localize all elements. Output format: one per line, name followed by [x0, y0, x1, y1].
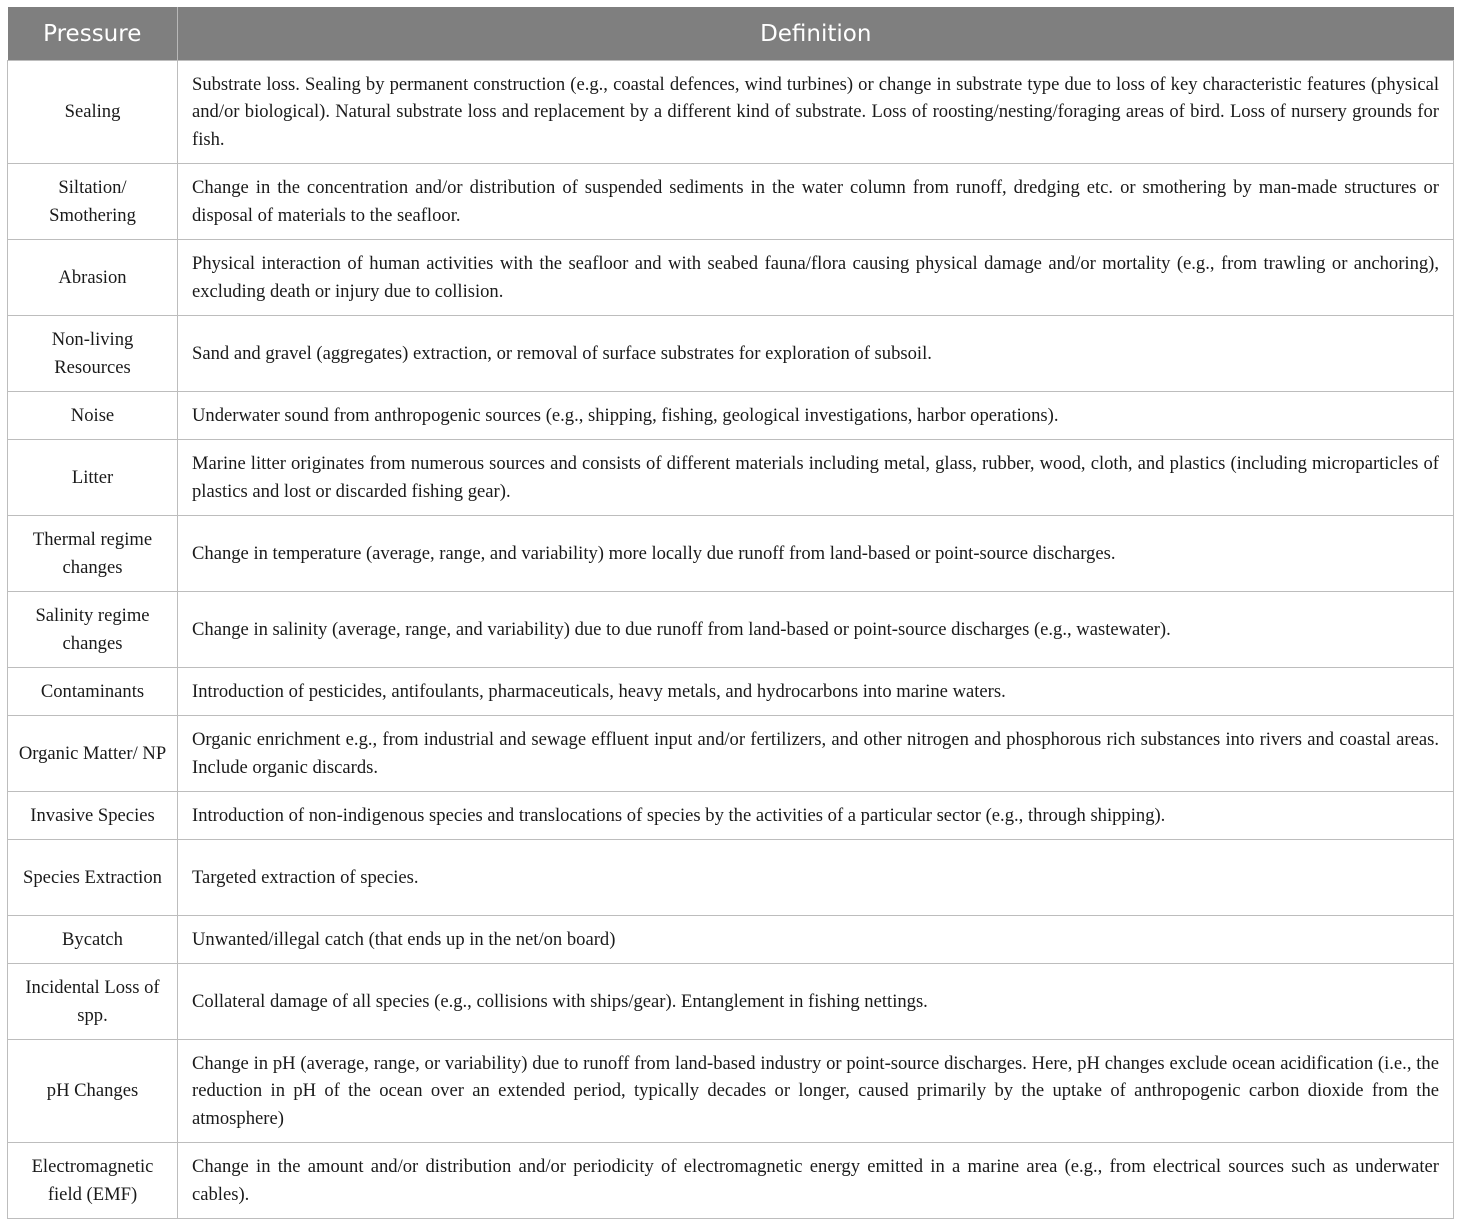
- definition-cell: Underwater sound from anthropogenic sources (e.g., shipping, fishing, geological investigations, harbor operations).: [178, 392, 1454, 440]
- table-row: [8, 592, 1454, 668]
- table-row: [8, 668, 1454, 716]
- definition-cell: Introduction of non-indigenous species and translocations of species by the activities of a particular sector (e.g., through shipping).: [178, 792, 1454, 840]
- pressure-cell: Siltation/ Smothering: [8, 164, 178, 240]
- definition-cell: Targeted extraction of species.: [178, 840, 1454, 916]
- pressure-cell: Incidental Loss of spp.: [8, 964, 178, 1040]
- pressure-cell: pH Changes: [8, 1040, 178, 1143]
- pressure-cell: Sealing: [8, 61, 178, 164]
- definition-cell: Change in temperature (average, range, and variability) more locally due runoff from land-based or point-source discharges.: [178, 516, 1454, 592]
- table-row: [8, 916, 1454, 964]
- definition-cell: Organic enrichment e.g., from industrial and sewage effluent input and/or fertilizers, and other nitrogen and phosphorous rich substances into rivers and coastal areas. Include organic discards.: [178, 716, 1454, 792]
- pressure-definitions-table-container: [7, 7, 1453, 1219]
- table-row: [8, 964, 1454, 1040]
- table-row: [8, 240, 1454, 316]
- header-pressure: Pressure: [8, 7, 178, 61]
- definition-cell: Change in salinity (average, range, and variability) due to due runoff from land-based or point-source discharges (e.g., wastewater).: [178, 592, 1454, 668]
- pressure-cell: Non-living Resources: [8, 316, 178, 392]
- pressure-cell: Contaminants: [8, 668, 178, 716]
- definition-cell: Marine litter originates from numerous sources and consists of different materials including metal, glass, rubber, wood, cloth, and plastics (including microparticles of plastics and lost or discarded fishing gear).: [178, 440, 1454, 516]
- pressure-cell: Noise: [8, 392, 178, 440]
- pressure-definitions-table: [7, 7, 1454, 1219]
- definition-cell: Change in the concentration and/or distribution of suspended sediments in the water column from runoff, dredging etc. or smothering by man-made structures or disposal of materials to the seafloor.: [178, 164, 1454, 240]
- definition-cell: Physical interaction of human activities with the seafloor and with seabed fauna/flora causing physical damage and/or mortality (e.g., from trawling or anchoring), excluding death or injury due to collision.: [178, 240, 1454, 316]
- table-row: [8, 392, 1454, 440]
- definition-cell: Unwanted/illegal catch (that ends up in the net/on board): [178, 916, 1454, 964]
- definition-cell: Collateral damage of all species (e.g., collisions with ships/gear). Entanglement in fishing nettings.: [178, 964, 1454, 1040]
- table-header: [8, 7, 1454, 61]
- definition-cell: Substrate loss. Sealing by permanent construction (e.g., coastal defences, wind turbines) or change in substrate type due to loss of key characteristic features (physical and/or biological). Natural substrate loss and replacement by a different kind of substrate. Loss of roosting/nesting/foraging areas of bird. Loss of nursery grounds for fish.: [178, 61, 1454, 164]
- table-row: [8, 516, 1454, 592]
- pressure-cell: Abrasion: [8, 240, 178, 316]
- table-row: [8, 716, 1454, 792]
- pressure-cell: Invasive Species: [8, 792, 178, 840]
- table-row: [8, 1143, 1454, 1219]
- definition-cell: Introduction of pesticides, antifoulants, pharmaceuticals, heavy metals, and hydrocarbons into marine waters.: [178, 668, 1454, 716]
- definition-cell: Change in pH (average, range, or variability) due to runoff from land-based industry or point-source discharges. Here, pH changes exclude ocean acidification (i.e., the reduction in pH of the ocean over an extended period, typically decades or longer, caused primarily by the uptake of anthropogenic carbon dioxide from the atmosphere): [178, 1040, 1454, 1143]
- pressure-cell: Organic Matter/ NP: [8, 716, 178, 792]
- pressure-cell: Species Extraction: [8, 840, 178, 916]
- table-row: [8, 792, 1454, 840]
- pressure-cell: Bycatch: [8, 916, 178, 964]
- pressure-cell: Litter: [8, 440, 178, 516]
- table-row: [8, 840, 1454, 916]
- definition-cell: Sand and gravel (aggregates) extraction, or removal of surface substrates for exploration of subsoil.: [178, 316, 1454, 392]
- pressure-cell: Salinity regime changes: [8, 592, 178, 668]
- table-row: [8, 164, 1454, 240]
- table-row: [8, 316, 1454, 392]
- table-row: [8, 440, 1454, 516]
- pressure-cell: Thermal regime changes: [8, 516, 178, 592]
- header-row: [8, 7, 1454, 61]
- pressure-cell: Electromagnetic field (EMF): [8, 1143, 178, 1219]
- header-definition: Definition: [178, 7, 1454, 61]
- table-row: [8, 61, 1454, 164]
- definition-cell: Change in the amount and/or distribution and/or periodicity of electromagnetic energy emitted in a marine area (e.g., from electrical sources such as underwater cables).: [178, 1143, 1454, 1219]
- table-row: [8, 1040, 1454, 1143]
- table-body: [8, 61, 1454, 1219]
